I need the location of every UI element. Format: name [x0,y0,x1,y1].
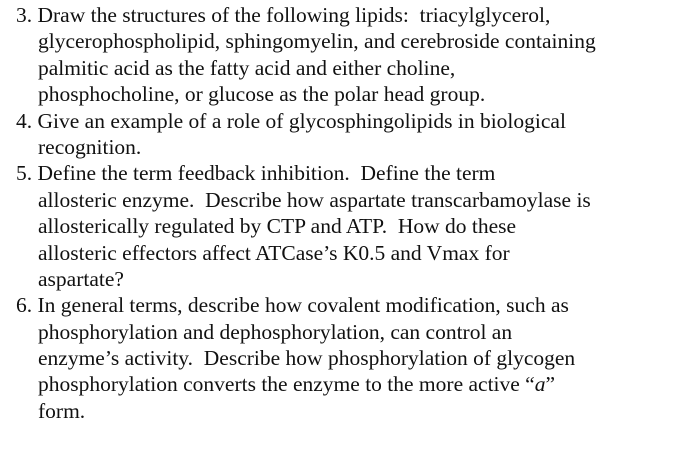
question-line: aspartate? [38,266,124,291]
question-line: allosterically regulated by CTP and ATP. How do these [38,214,517,239]
question-line: 3. Draw the structures of the following lipids: triacylglycerol, [16,3,551,27]
question-line: phosphorylation converts the enzyme to the more active “a” [38,372,556,397]
question-line: recognition. [38,134,142,159]
question-line: 5. Define the term feedback inhibition. Define the term [16,161,496,186]
question-line: palmitic acid as the fatty acid and either choline, [38,55,456,80]
question-line: glycerophospholipid, sphingomyelin, and cerebroside containing [38,29,596,54]
question-line: phosphocholine, or glucose as the polar head group. [38,82,486,107]
question-number: 4. [16,108,33,133]
question-4 [16,108,698,161]
document-body [16,2,698,424]
question-5 [16,160,698,292]
question-6 [16,292,698,424]
question-line: enzyme’s activity. Describe how phosphorylation of glycogen [38,346,576,371]
question-line: 6. In general terms, describe how covalent modification, such as [16,293,569,318]
italic-term: a [534,372,546,397]
question-3 [16,2,698,108]
question-line: allosteric effectors affect ATCase’s K0.5 and Vmax for [38,240,510,265]
question-number: 6. [16,293,33,318]
question-line: allosteric enzyme. Describe how aspartate transcarbamoylase is [38,187,591,212]
question-line: form. [38,398,86,423]
question-line: phosphorylation and dephosphorylation, can control an [38,319,513,344]
question-number: 3. [16,3,33,27]
question-line: 4. Give an example of a role of glycosphingolipids in biological [16,108,566,133]
question-number: 5. [16,161,33,186]
